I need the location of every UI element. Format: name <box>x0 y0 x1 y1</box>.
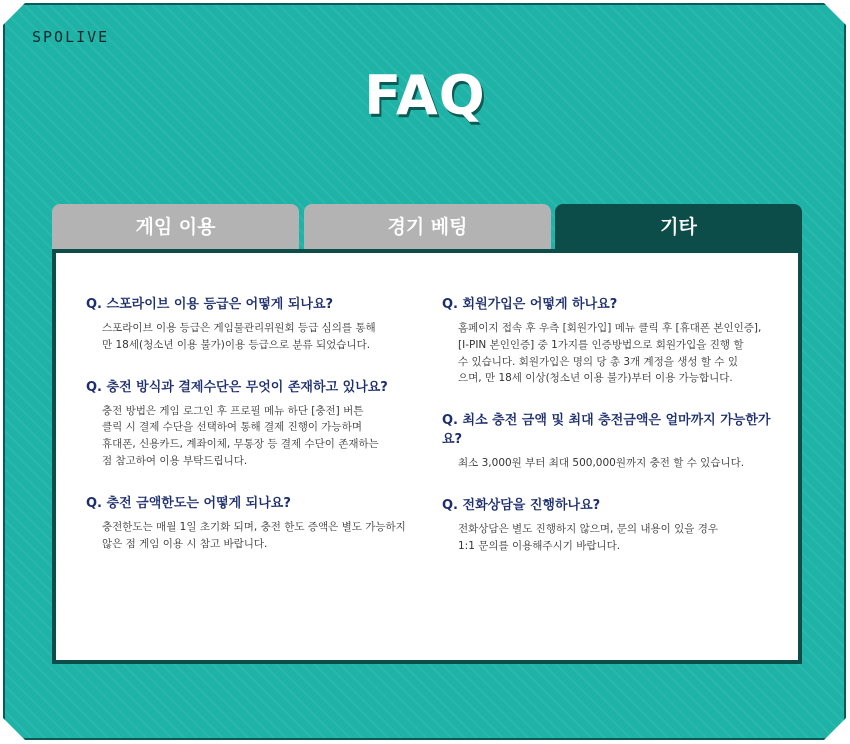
frame-corner <box>3 3 25 25</box>
tab-etc[interactable]: 기타 <box>555 204 802 250</box>
faq-question: Q. 충전 금액한도는 어떻게 되나요? <box>86 495 291 511</box>
faq-item <box>442 293 777 387</box>
faq-item <box>86 376 426 470</box>
faq-answer: 충전 방법은 게임 로그인 후 프로필 메뉴 하단 [충전] 버튼 클릭 시 결제 수단을 선택하여 통해 결제 진행이 가능하며 휴대폰, 신용카드, 계좌이체, 무통장 등 결제 수단이 존재하는 점 참고하여 이용 부탁드립니다. <box>102 404 379 467</box>
faq-column-right <box>442 293 777 577</box>
faq-answer: 충전한도는 매월 1일 초기화 되며, 충전 한도 증액은 별도 가능하지 않은 점 게임 이용 시 참고 바랍니다. <box>102 520 406 550</box>
faq-question: Q. 스포라이브 이용 등급은 어떻게 되나요? <box>86 297 334 312</box>
faq-answer: 스포라이브 이용 등급은 게임물관리위원회 등급 심의를 통해 만 18세(청소년 이용 불가)이용 등급으로 분류 되었습니다. <box>102 322 376 351</box>
faq-item <box>86 293 426 354</box>
faq-item <box>442 494 777 555</box>
faq-question: Q. 충전 방식과 결제수단은 무엇이 존재하고 있나요? <box>86 379 388 395</box>
faq-answer: 홈페이지 접속 후 우측 [회원가입] 메뉴 클릭 후 [휴대폰 본인인증], [I-PIN 본인인증] 중 1가지를 인증방법으로 회원가입을 진행 할 수 있습니다. 회원가입은 명의 당 총 3개 계정을 생성 할 수 있 으며, 만 18세 이상(청소년 이용 불가)부터 이용 가능합니다. <box>458 322 762 385</box>
faq-item <box>86 492 426 553</box>
tab-match-betting[interactable]: 경기 베팅 <box>304 204 551 250</box>
page-title: FAQ <box>364 64 486 127</box>
faq-answer: 최소 3,000원 부터 최대 500,000원까지 충전 할 수 있습니다. <box>458 457 745 470</box>
faq-question: Q. 최소 충전 금액 및 최대 충전금액은 얼마까지 가능한가요? <box>442 413 771 448</box>
faq-answer: 전화상담은 별도 진행하지 않으며, 문의 내용이 있을 경우 1:1 문의를 이용해주시기 바랍니다. <box>458 522 718 552</box>
brand-logo: SPOLIVE <box>32 28 110 46</box>
tab-game-usage[interactable]: 게임 이용 <box>52 204 299 250</box>
frame-corner <box>3 718 25 740</box>
faq-panel <box>52 249 802 664</box>
faq-item <box>442 409 777 472</box>
faq-panel-content <box>56 253 798 660</box>
faq-question: Q. 회원가입은 어떻게 하나요? <box>442 297 618 312</box>
faq-question: Q. 전화상담을 진행하나요? <box>442 497 601 513</box>
frame-corner <box>824 3 846 25</box>
frame-corner <box>824 718 846 740</box>
tab-bar <box>52 204 802 250</box>
faq-column-left <box>86 293 426 574</box>
